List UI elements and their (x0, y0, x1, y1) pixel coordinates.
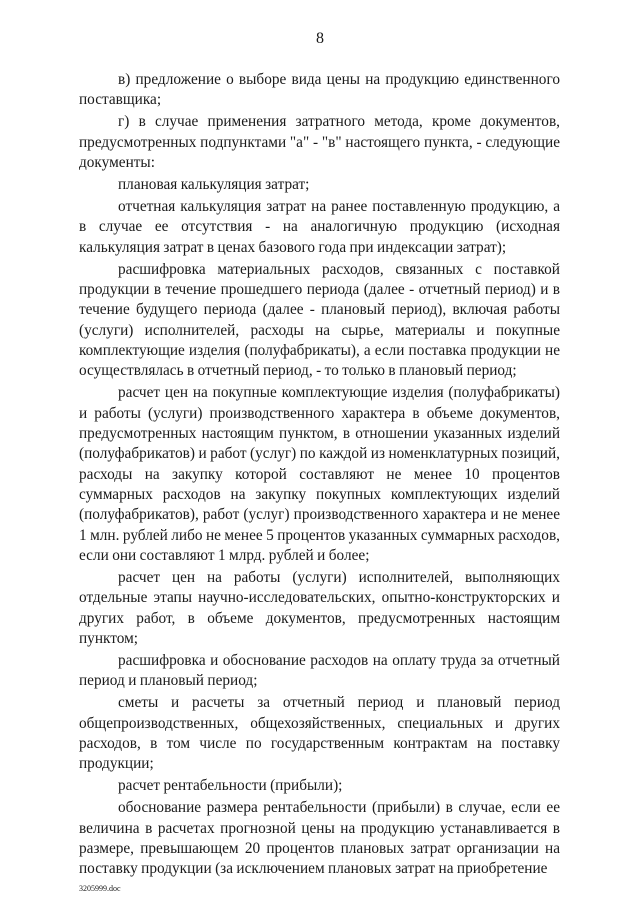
paragraph-profitability-justification: обоснование размера рентабельности (прибыли) в случае, если ее величина в расчетах прогнозной цены на продукцию устанавливается в размере, превышающем 20 процентов плановых затрат организации на поставку продукции (за исключением плановых затрат на приобретение (79, 799, 560, 878)
paragraph-v: в) предложение о выборе вида цены на продукцию единственного поставщика; (79, 71, 560, 109)
file-name-footer: 3205999.doc (79, 884, 121, 893)
paragraph-labor-costs: расшифровка и обоснование расходов на оплату труда за отчетный период и плановый период; (79, 651, 560, 690)
paragraph-g: г) в случае применения затратного метода, кроме документов, предусмотренных подпунктами "а" - "в" настоящего пункта, - следующие документы: (79, 113, 560, 171)
document-body (79, 70, 560, 881)
paragraph-profitability: расчет рентабельности (прибыли); (118, 777, 343, 795)
paragraph-reporting-calculation: отчетная калькуляция затрат на ранее поставленную продукцию, а в случае ее отсутствия - на аналогичную продукцию (исходная калькуляция затрат в ценах базового года при индексации затрат); (79, 198, 560, 256)
paragraph-contractor-prices: расчет цен на работы (услуги) исполнителей, выполняющих отдельные этапы научно-исследовательских, опытно-конструкторских и других работ, в объеме документов, предусмотренных настоящим пунктом; (79, 568, 560, 647)
paragraph-estimates: сметы и расчеты за отчетный период и плановый период общепроизводственных, общехозяйственных, специальных и других расходов, в том числе по государственным контрактам на поставку продукции; (79, 694, 560, 773)
paragraph-component-prices: расчет цен на покупные комплектующие изделия (полуфабрикаты) и работы (услуги) производственного характера в объеме документов, предусмотренных настоящим пунктом, в отношении указанных изделий (полуфабрикатов) и работ (услуг) по каждой из номенклатурных позиций, расходы на закупку которой составляют не менее 10 процентов суммарных расходов на закупку покупных комплектующих изделий (полуфабрикатов), работ (услуг) производственного характера и не менее 1 млн. рублей либо не менее 5 процентов указанных суммарных расходов, если они составляют 1 млрд. рублей и более; (79, 384, 560, 564)
page-number: 8 (316, 30, 324, 47)
paragraph-planned-calculation: плановая калькуляция затрат; (118, 176, 310, 194)
paragraph-material-costs: расшифровка материальных расходов, связанных с поставкой продукции в течение прошедшего периода (далее - отчетный период) и в течение будущего периода (далее - плановый период), включая работы (услуги) исполнителей, расходы на сырье, материалы и покупные комплектующие изделия (полуфабрикаты), а если поставка продукции не осуществлялась в отчетный период, - то только в плановый период; (79, 260, 560, 380)
